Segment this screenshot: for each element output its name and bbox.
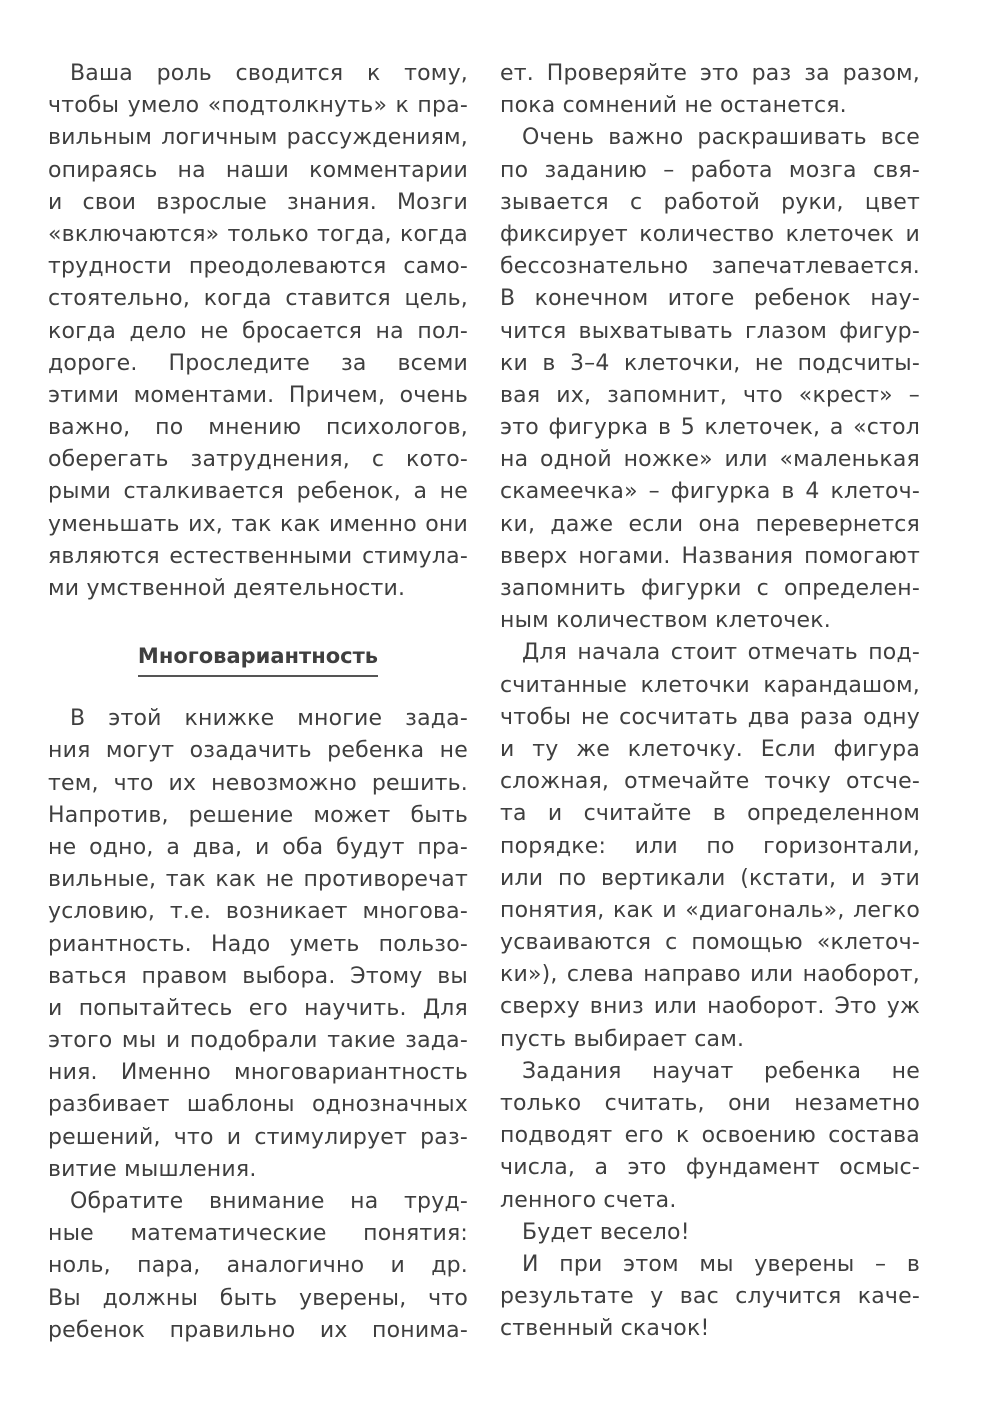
- text-line: являются естественными стимула-: [48, 543, 468, 569]
- paragraph-counting: [500, 637, 920, 1055]
- paragraph-continuation: [500, 58, 920, 122]
- text-line: ленного счета.: [500, 1187, 677, 1213]
- text-line: подводят его к освоению состава: [500, 1123, 920, 1149]
- text-line: этими моментами. Причем, очень: [48, 382, 468, 408]
- text-line: та и считайте в определенном: [500, 801, 920, 827]
- text-line: рыми сталкивается ребенок, а не: [48, 479, 468, 505]
- paragraph-coloring: [500, 122, 920, 637]
- text-line: вая их, запомнит, что «крест» –: [500, 382, 920, 408]
- text-line: чтобы не сосчитать два раза одну: [500, 704, 920, 730]
- text-line: дороге. Проследите за всеми: [48, 350, 468, 376]
- paragraph-multivariance: [48, 703, 468, 1186]
- text-line: Очень важно раскрашивать все: [522, 125, 920, 151]
- text-line: условию, т.е. возникает многова-: [48, 899, 468, 925]
- text-line: бессознательно запечатлевается.: [500, 254, 920, 280]
- text-line: риантность. Надо уметь пользо-: [48, 931, 468, 957]
- text-line: не одно, а два, и оба будут пра-: [48, 834, 468, 860]
- paragraph-math-concepts: [48, 1186, 468, 1347]
- text-line: ки»), слева направо или наоборот,: [500, 962, 920, 988]
- text-line: и ту же клеточку. Если фигура: [500, 736, 920, 762]
- section-heading-wrap: [48, 641, 468, 681]
- text-line: и попытайтесь его научить. Для: [48, 995, 468, 1021]
- text-line: ния. Именно многовариантность: [48, 1060, 468, 1086]
- text-line: порядке: или по горизонтали,: [500, 833, 920, 859]
- text-line: зывается с работой руки, цвет: [500, 189, 920, 215]
- paragraph-role: [48, 58, 468, 605]
- text-line: только считать, они незаметно: [500, 1091, 920, 1116]
- text-line: когда дело не бросается на пол-: [48, 318, 468, 344]
- text-line: уменьшать их, так как именно они: [48, 511, 468, 537]
- text-line: усваиваются с помощью «клеточ-: [500, 930, 920, 956]
- text-line: ния могут озадачить ребенка не: [48, 738, 468, 764]
- text-line: Вы должны быть уверены, что: [48, 1285, 468, 1311]
- text-line: ет. Проверяйте это раз за разом,: [500, 61, 920, 86]
- text-line: Будет весело!: [522, 1219, 690, 1245]
- text-line: на одной ножке» или «маленькая: [500, 447, 920, 473]
- left-column: [48, 58, 468, 1347]
- text-line: Задания научат ребенка не: [522, 1058, 920, 1084]
- text-line: ки в 3–4 клеточки, не подсчиты-: [500, 350, 920, 376]
- text-line: или по вертикали (кстати, и эти: [500, 865, 920, 891]
- paragraph-result: [500, 1249, 920, 1346]
- paragraph-tasks: [500, 1056, 920, 1217]
- text-line: ственный скачок!: [500, 1316, 710, 1342]
- text-line: «включаются» только тогда, когда: [48, 221, 468, 247]
- text-line: пусть выбирает сам.: [500, 1026, 745, 1052]
- text-line: числа, а это фундамент осмыс-: [500, 1155, 920, 1181]
- text-line: ваться правом выбора. Этому вы: [48, 963, 468, 989]
- text-line: ки, даже если она перевернется: [500, 511, 920, 537]
- right-column: [500, 58, 920, 1346]
- text-line: и свои взрослые знания. Мозги: [48, 189, 468, 215]
- text-line: это фигурка в 5 клеточек, а «стол: [500, 415, 920, 441]
- text-line: вильные, так как не противоречат: [48, 867, 468, 893]
- text-line: оберегать затруднения, с кото-: [48, 447, 468, 473]
- text-line: фиксирует количество клеточек и: [500, 221, 920, 247]
- text-line: тем, что их невозможно решить.: [48, 770, 468, 796]
- text-line: решений, что и стимулирует раз-: [48, 1124, 468, 1150]
- text-line: ным количеством клеточек.: [500, 608, 831, 634]
- text-line: Для начала стоит отмечать под-: [522, 640, 920, 666]
- text-line: вильным логичным рассуждениям,: [48, 125, 468, 151]
- text-line: трудности преодолеваются само-: [48, 254, 468, 280]
- text-line: стоятельно, когда ставится цель,: [48, 286, 468, 312]
- section-heading: Многовариантность: [138, 641, 378, 677]
- text-line: результате у вас случится каче-: [500, 1284, 920, 1310]
- text-line: сверху вниз или наоборот. Это уж: [500, 994, 920, 1020]
- text-line: чится выхватывать глазом фигур-: [500, 318, 920, 344]
- text-line: пока сомнений не останется.: [500, 93, 847, 119]
- text-line: витие мышления.: [48, 1156, 257, 1182]
- text-line: скамеечка» – фигурка в 4 клеточ-: [500, 479, 920, 505]
- text-line: ми умственной деятельности.: [48, 576, 406, 601]
- text-line: ные математические понятия:: [48, 1221, 468, 1247]
- text-line: сложная, отмечайте точку отсче-: [500, 769, 920, 795]
- text-line: И при этом мы уверены – в: [522, 1251, 920, 1277]
- text-line: опираясь на наши комментарии: [48, 157, 468, 183]
- text-line: Напротив, решение может быть: [48, 802, 468, 828]
- text-line: вверх ногами. Названия помогают: [500, 543, 920, 569]
- paragraph-fun: [500, 1217, 920, 1249]
- text-line: ноль, пара, аналогично и др.: [48, 1253, 468, 1279]
- text-line: важно, по мнению психологов,: [48, 415, 468, 441]
- text-line: считанные клеточки карандашом,: [500, 672, 920, 698]
- text-line: Обратите внимание на труд-: [70, 1189, 468, 1214]
- text-line: В конечном итоге ребенок нау-: [500, 286, 920, 312]
- text-line: по заданию – работа мозга свя-: [500, 157, 920, 183]
- text-line: ребенок правильно их понима-: [48, 1317, 468, 1343]
- text-line: В этой книжке многие зада-: [70, 706, 468, 732]
- text-line: понятия, как и «диагональ», легко: [500, 897, 920, 923]
- text-line: этого мы и подобрали такие зада-: [48, 1028, 468, 1054]
- text-line: разбивает шаблоны однозначных: [48, 1092, 468, 1118]
- text-line: запомнить фигурки с определен-: [500, 576, 920, 601]
- text-line: Ваша роль сводится к тому,: [70, 61, 468, 86]
- text-line: чтобы умело «подтолкнуть» к пра-: [48, 93, 468, 119]
